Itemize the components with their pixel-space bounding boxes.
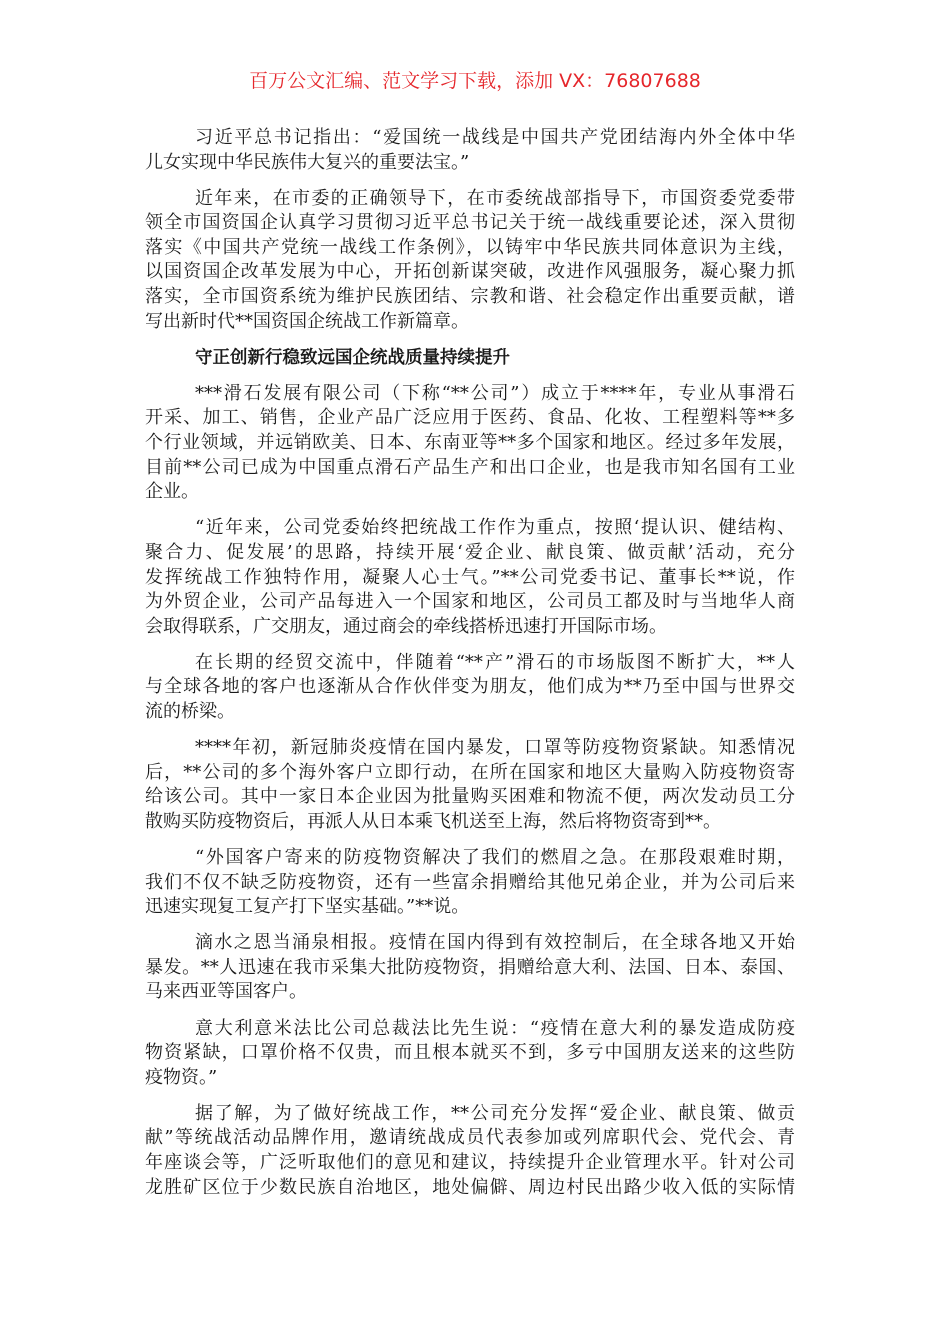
paragraph <box>145 1102 795 1200</box>
text-line: 献”等统战活动品牌作用，邀请统战成员代表参加或列席职代会、党代会、青 <box>145 1127 795 1149</box>
text-line: “外国客户寄来的防疫物资解决了我们的燃眉之急。在那段艰难时期， <box>195 846 795 868</box>
text-line: 我们不仅不缺乏防疫物资，还有一些富余捐赠给其他兄弟企业，并为公司后来 <box>145 871 795 893</box>
text-line: 会取得联系，广交朋友，通过商会的牵线搭桥迅速打开国际市场。 <box>145 615 667 637</box>
text-line: ***滑石发展有限公司（下称“**公司”）成立于****年，专业从事滑石 <box>195 382 795 404</box>
watermark-banner: 百万公文汇编、范文学习下载，添加 VX：76807688 <box>249 70 701 92</box>
paragraph <box>145 516 795 639</box>
text-line: 散购买防疫物资后，再派人从日本乘飞机送至上海，然后将物资寄到**。 <box>145 810 721 832</box>
text-line: 儿女实现中华民族伟大复兴的重要法宝。” <box>145 151 470 173</box>
paragraph <box>145 736 795 834</box>
text-line: 与全球各地的客户也逐渐从合作伙伴变为朋友，他们成为**乃至中国与世界交 <box>145 676 795 698</box>
paragraph <box>145 1017 795 1091</box>
text-line: 落实，全市国资系统为维护民族团结、宗教和谐、社会稳定作出重要贡献，谱 <box>145 286 795 308</box>
text-line: 领全市国资国企认真学习贯彻习近平总书记关于统一战线重要论述，深入贯彻 <box>145 212 795 234</box>
document-body <box>145 126 795 1212</box>
text-line: 疫物资。” <box>145 1066 218 1088</box>
paragraph <box>145 187 795 335</box>
text-line: 迅速实现复工复产打下坚实基础。”**说。 <box>145 896 470 918</box>
paragraph <box>145 931 795 1005</box>
text-line: 个行业领域，并远销欧美、日本、东南亚等**多个国家和地区。经过多年发展， <box>145 432 795 454</box>
text-line: 写出新时代**国资国企统战工作新篇章。 <box>145 310 469 332</box>
text-line: 年座谈会等，广泛听取他们的意见和建议，持续提升企业管理水平。针对公司 <box>145 1151 795 1173</box>
text-line: 后，**公司的多个海外客户立即行动，在所在国家和地区大量购入防疫物资寄 <box>145 761 795 783</box>
text-line: 开采、加工、销售，企业产品广泛应用于医药、食品、化妆、工程塑料等**多 <box>145 407 795 429</box>
text-line: 滴水之恩当涌泉相报。疫情在国内得到有效控制后，在全球各地又开始 <box>195 932 795 954</box>
text-line: 发挥统战工作独特作用，凝聚人心士气。”**公司党委书记、董事长**说，作 <box>145 566 795 588</box>
text-line: 在长期的经贸交流中，伴随着“**产”滑石的市场版图不断扩大，**人 <box>195 651 795 673</box>
text-line: 聚合力、促发展’的思路，持续开展‘爱企业、献良策、做贡献’活动，充分 <box>145 541 795 563</box>
text-line: 落实《中国共产党统一战线工作条例》，以铸牢中华民族共同体意识为主线， <box>145 236 795 258</box>
text-line: 目前**公司已成为中国重点滑石产品生产和出口企业，也是我市知名国有工业 <box>145 456 795 478</box>
section-heading <box>145 346 795 371</box>
paragraph <box>145 126 795 175</box>
text-line: 据了解，为了做好统战工作，**公司充分发挥“爱企业、献良策、做贡 <box>195 1102 795 1124</box>
paragraph <box>145 651 795 725</box>
text-line: 物资紧缺，口罩价格不仅贵，而且根本就买不到，多亏中国朋友送来的这些防 <box>145 1042 795 1064</box>
paragraph <box>145 846 795 920</box>
text-line: 流的桥梁。 <box>145 700 235 722</box>
text-line: 为外贸企业，公司产品每进入一个国家和地区，公司员工都及时与当地华人商 <box>145 591 795 613</box>
text-line: 企业。 <box>145 481 199 503</box>
text-line: 暴发。**人迅速在我市采集大批防疫物资，捐赠给意大利、法国、日本、泰国、 <box>145 956 795 978</box>
text-line: 以国资国企改革发展为中心，开拓创新谋突破，改进作风强服务，凝心聚力抓 <box>145 261 795 283</box>
text-line: 守正创新行稳致远国企统战质量持续提升 <box>195 347 510 368</box>
text-line: 意大利意米法比公司总裁法比先生说：“疫情在意大利的暴发造成防疫 <box>195 1017 795 1039</box>
paragraph <box>145 382 795 505</box>
text-line: 龙胜矿区位于少数民族自治地区，地处偏僻、周边村民出路少收入低的实际情 <box>145 1176 795 1198</box>
text-line: 马来西亚等国客户。 <box>145 981 307 1003</box>
text-line: ****年初，新冠肺炎疫情在国内暴发，口罩等防疫物资紧缺。知悉情况 <box>195 737 795 759</box>
text-line: 给该公司。其中一家日本企业因为批量购买困难和物流不便，两次发动员工分 <box>145 786 795 808</box>
text-line: “近年来，公司党委始终把统战工作作为重点，按照‘提认识、健结构、 <box>195 517 795 539</box>
text-line: 习近平总书记指出：“爱国统一战线是中国共产党团结海内外全体中华 <box>195 127 795 148</box>
text-line: 近年来，在市委的正确领导下，在市委统战部指导下，市国资委党委带 <box>195 187 795 209</box>
